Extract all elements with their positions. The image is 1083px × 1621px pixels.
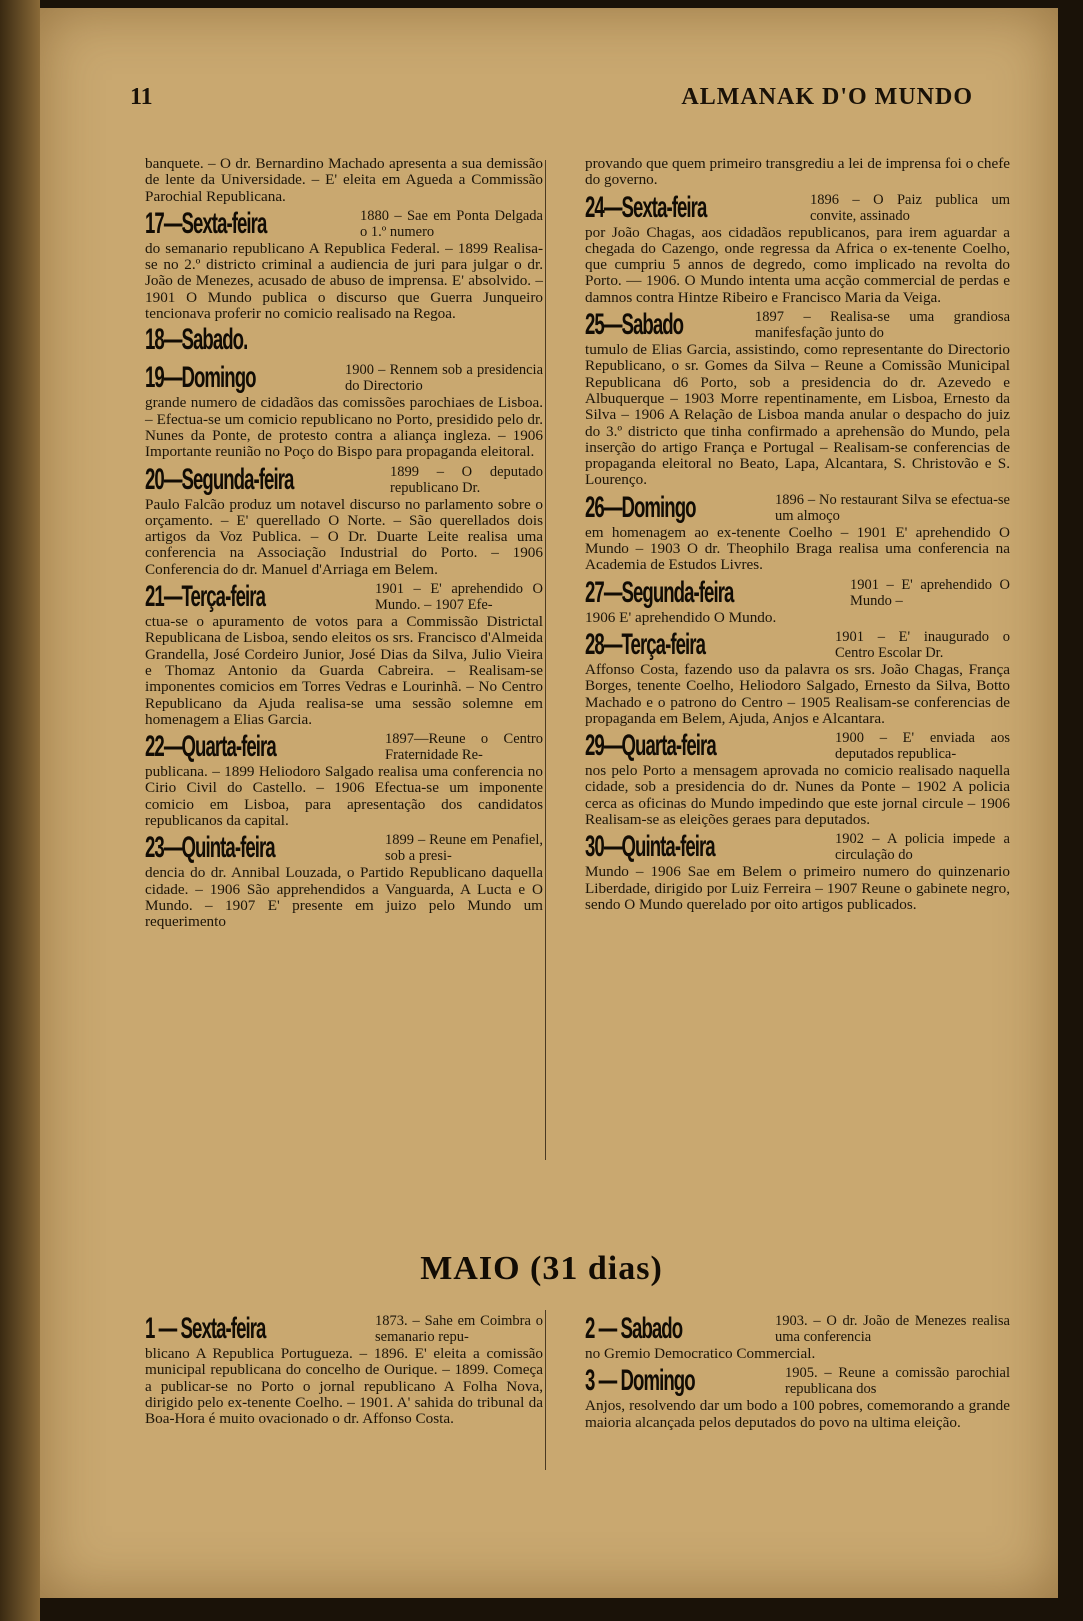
day-side-text: 1899 – Reune em Penafiel, sob a presi- — [385, 832, 543, 865]
day-entry-23 — [145, 831, 543, 865]
day-text: Affonso Costa, fazendo uso da palavra os srs. João Chagas, França Borges, tenente Coelho, Heliodoro Salgado, Ernesto da Silva, Botto Machado e o patrono do Centro – 1905 Realisam-se conferencias de propaganda em Belem, Ajuda, Anjos e Alcantara. — [585, 660, 1010, 727]
day-heading: 2 — Sabado — [585, 1312, 683, 1345]
day-text: Anjos, resolvendo dar um bodo a 100 pobres, comemorando a grande maioria alcançada pelos deputados do povo na ultima eleição. — [585, 1397, 1010, 1431]
day-heading: 3 — Domingo — [585, 1364, 695, 1398]
day-entry-21 — [145, 580, 543, 614]
day-side-text: 1905. – Reune a comissão parochial republicana dos — [785, 1365, 1010, 1398]
day-side-text: 1900 – E' enviada aos deputados republica- — [835, 730, 1010, 763]
day-side-text: 1896 – No restaurant Silva se efectua-se um almoço — [775, 491, 1010, 524]
column-divider — [545, 160, 546, 1160]
day-heading: 29—Quarta-feira — [585, 729, 716, 763]
day-heading: 25—Sabado — [585, 308, 684, 342]
day-heading: 20—Segunda-feira — [145, 462, 294, 496]
day-side-text: 1901 – E' inaugurado o Centro Escolar Dr. — [835, 628, 1010, 661]
day-text: Mundo – 1906 Sae em Belem o primeiro numero do quinzenario Liberdade, dirigido por Luiz Ferreira – 1907 Reune o gabinete negro, sendo O Mundo querelado por oito artigos publicados. — [585, 863, 1010, 913]
day-heading: 1 — Sexta-feira — [145, 1312, 266, 1345]
day-text: nos pelo Porto a mensagem aprovada no comicio realisado naquella cidade, sob a presidencia do dr. Nunes da Ponte – 1902 A policia cerca as oficinas do Mundo impedindo que este jornal circule – 1906 Realisam-se as eleições geraes para deputados. — [585, 762, 1010, 829]
may-left-column — [145, 1310, 543, 1428]
left-column — [145, 156, 543, 932]
day-entry-27 — [585, 576, 1010, 610]
day-entry-22 — [145, 730, 543, 764]
day-side-text: 1873. – Sahe em Coimbra o semanario repu- — [375, 1313, 543, 1345]
day-heading: 19—Domingo — [145, 361, 256, 395]
may-entry-3 — [585, 1364, 1010, 1398]
day-entry-20 — [145, 463, 543, 497]
day-text: no Gremio Democratico Commercial. — [585, 1345, 816, 1362]
day-text: por João Chagas, aos cidadãos republicanos, para irem aguardar a chegada do Cazengo, onde regressa da Africa o ex-tenente Coelho, que cumpriu 5 annos de degredo, como implicado na revolta do Porto. — 1906. O Mundo intenta uma acção commercial de perdas e damnos contra Hintze Ribeiro e Francisco Maria da Veiga. — [585, 223, 1010, 306]
day-heading: 21—Terça-feira — [145, 580, 266, 614]
day-heading: 17—Sexta-feira — [145, 206, 267, 240]
may-right-column — [585, 1310, 1010, 1432]
book-gutter-shadow — [0, 0, 40, 1621]
intro-paragraph: provando que quem primeiro transgrediu a lei de imprensa foi o chefe do governo. — [585, 155, 1010, 189]
right-column — [585, 156, 1010, 914]
day-entry-26 — [585, 491, 1010, 525]
day-heading: 28—Terça-feira — [585, 627, 706, 661]
month-heading: MAIO (31 dias) — [420, 1250, 663, 1287]
intro-paragraph: banquete. – O dr. Bernardino Machado apresenta a sua demissão de lente da Universidade. – E' eleita em Agueda a Commissão Parochial Republicana. — [145, 155, 543, 205]
page-header-title: ALMANAK D'O MUNDO — [681, 84, 973, 110]
day-heading: 30—Quinta-feira — [585, 830, 715, 864]
day-text: do semanario republicano A Republica Federal. – 1899 Realisa-se no 2.º districto criminal a audiencia de juri para julgar o dr. João de Menezes, acusado de abuso de imprensa. E' absolvido. – 1901 O Mundo publica o discurso que Guerra Junqueiro tencionava proferir no comicio realisado na Regoa. — [145, 239, 543, 323]
day-side-text: 1903. – O dr. João de Menezes realisa uma conferencia — [775, 1313, 1010, 1345]
day-entry-29 — [585, 729, 1010, 763]
day-side-text: 1896 – O Paiz publica um convite, assinado — [810, 191, 1010, 224]
day-side-text: 1880 – Sae em Ponta Delgada o 1.º numero — [360, 207, 543, 240]
day-heading-18: 18—Sabado. — [145, 323, 248, 357]
day-text: tumulo de Elias Garcia, assistindo, como representante do Directorio Republicano, o sr. Gomes da Silva – Reune a Comissão Municipal Republicana d6 Porto, sob a presidencia do dr. Azevedo e Albuquerque – 1903 Morre repentinamente, em Lisboa, Ernesto da Silva – 1906 A Relação de Lisboa manda anular o despacho do juiz do 3.º districto que tinha confirmado a aprehensão do Mundo, pela inserção do artigo França e Portugal – Realisam-se conferencias de propaganda eleitoral no Beato, Lapa, Alcantara, S. Christovão e S. Lourenço. — [585, 341, 1010, 489]
day-text: blicano A Republica Portugueza. – 1896. E' eleita a comissão municipal republicana do concelho de Ourique. – 1899. Começa a publicar-se no Porto o jornal republicano A Folha Nova, dirigido pelo ex-tenente Coelho. – 1901. A' sahida do tribunal da Boa-Hora é muito ovacionado o dr. Affonso Costa. — [145, 1345, 543, 1428]
day-side-text: 1897—Reune o Centro Fraternidade Re- — [385, 731, 543, 764]
day-entry-25 — [585, 308, 1010, 342]
may-entry-1 — [145, 1312, 543, 1346]
day-heading: 23—Quinta-feira — [145, 831, 275, 865]
day-side-text: 1897 – Realisa-se uma grandiosa manifesfação junto do — [755, 309, 1010, 342]
day-side-text: 1902 – A policia impede a circulação do — [835, 831, 1010, 864]
page-number: 11 — [130, 84, 153, 110]
day-text: ctua-se o apuramento de votos para a Commissão Districtal Republicana de Lisboa, sendo eleitos os srs. Francisco d'Almeida Grandella, José Cordeiro Junior, José Dias da Silva, Julio Vieira e Thomaz Antonio da Guarda Cabreira. – Realisam-se imponentes comicios em Torres Vedras e Lourinhã. – No Centro Republicano da Ajuda realisa-se uma sessão solemne em homenagem a Elias Garcia. — [145, 613, 543, 728]
day-side-text: 1901 – E' aprehendido O Mundo – — [850, 576, 1010, 609]
day-entry-24 — [585, 191, 1010, 225]
day-entry-30 — [585, 830, 1010, 864]
day-entry-17 — [145, 207, 543, 241]
column-divider-may — [545, 1310, 546, 1470]
day-entry-28 — [585, 628, 1010, 662]
day-text: 1906 E' aprehendido O Mundo. — [585, 608, 777, 626]
day-text: publicana. – 1899 Heliodoro Salgado realisa uma conferencia no Cirio Civil do Castello. – 1906 Efectua-se um imponente comicio em Lisboa, para apresentação dos candidatos republicanos da capital. — [145, 763, 543, 830]
day-side-text: 1899 – O deputado republicano Dr. — [390, 463, 543, 496]
day-heading: 24—Sexta-feira — [585, 190, 707, 224]
day-heading: 27—Segunda-feira — [585, 575, 734, 609]
day-text: em homenagem ao ex-tenente Coelho – 1901 E' aprehendido O Mundo – 1903 O dr. Theophilo Braga realisa uma conferencia na Academia de Estudos Livres. — [585, 523, 1010, 574]
day-side-text: 1900 – Rennem sob a presidencia do Directorio — [345, 362, 543, 395]
day-side-text: 1901 – E' aprehendido O Mundo. – 1907 Efe- — [375, 581, 543, 614]
day-text: dencia do dr. Annibal Louzada, o Partido Republicano daquella cidade. – 1906 São apprehendidos a Vanguarda, A Lucta e O Mundo. – 1907 E' presente em juizo pelo Mundo um requerimento — [145, 864, 543, 931]
day-text: grande numero de cidadãos das comissões parochiaes de Lisboa. – Efectua-se um comicio republicano no Porto, presidido pelo dr. Nunes da Ponte, de protesto contra a aliança ingleza. – 1906 Importante reunião no Poço do Bispo para propaganda eleitoral. — [145, 394, 543, 461]
day-text: Paulo Falcão produz um notavel discurso no parlamento sobre o orçamento. – E' querellado O Norte. – São querellados dois artigos da Voz Publica. – O Dr. Duarte Leite realisa uma conferencia na Associação Industrial do Porto. – 1906 Conferencia do dr. Manuel d'Arriaga em Belem. — [145, 495, 543, 578]
day-heading: 22—Quarta-feira — [145, 730, 276, 764]
may-entry-2 — [585, 1312, 1010, 1346]
day-heading: 26—Domingo — [585, 490, 696, 524]
day-entry-19 — [145, 361, 543, 395]
